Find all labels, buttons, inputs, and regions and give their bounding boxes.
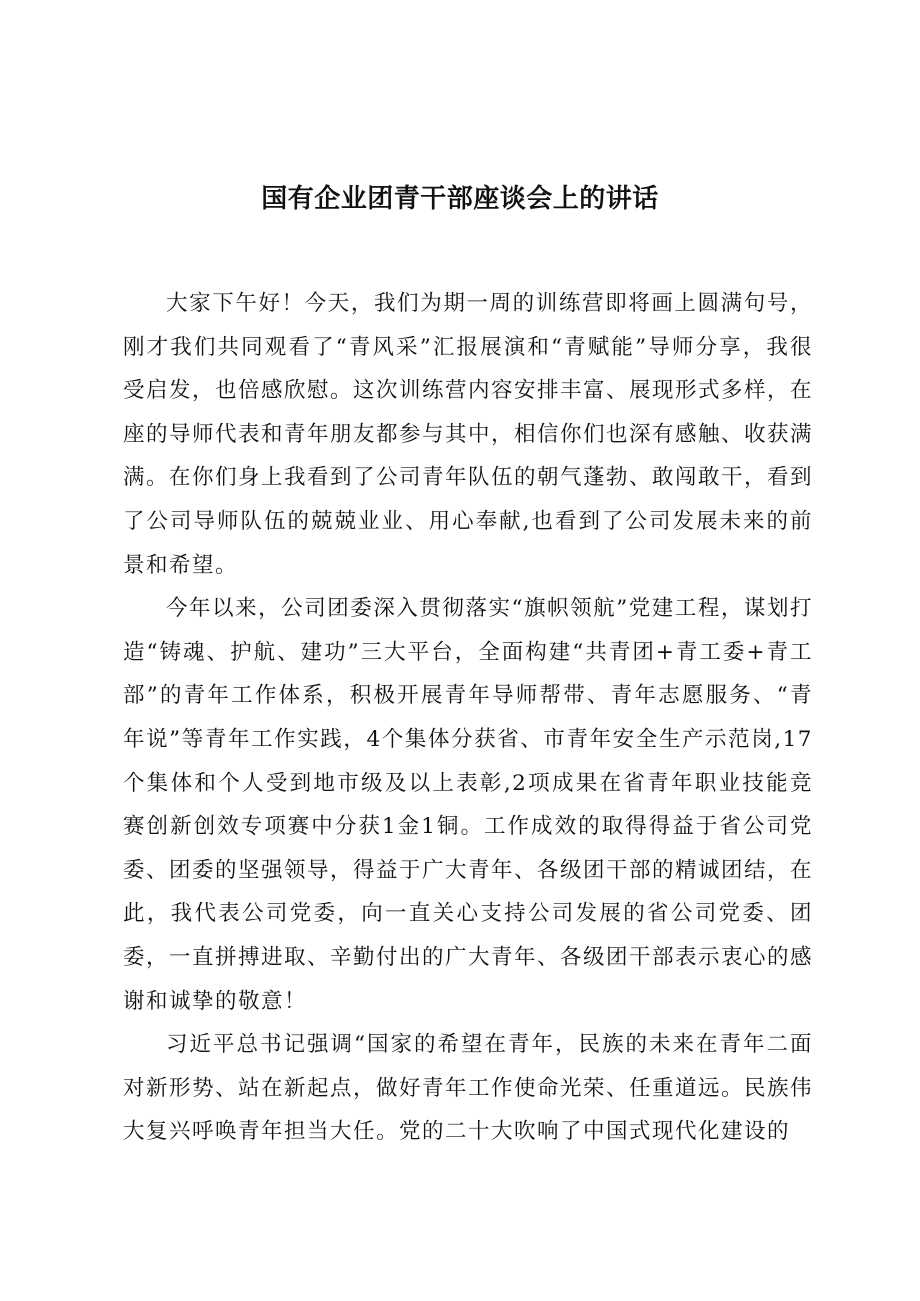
document-body — [123, 282, 813, 1154]
document-title: 国有企业团青干部座谈会上的讲话 — [261, 184, 659, 214]
paragraph-3: 习近平总书记强调“国家的希望在青年，民族的未来在青年二面对新形势、站在新起点，做好青年工作使命光荣、任重道远。民族伟大复兴呼唤青年担当大任。党的二十大吹响了中国式现代化建设的 — [123, 1032, 814, 1145]
paragraph-1: 大家下午好！今天，我们为期一周的训练营即将画上圆满句号，刚才我们共同观看了“青风采”汇报展演和“青赋能”导师分享，我很受启发，也倍感欣慰。这次训练营内容安排丰富、展现形式多样，在座的导师代表和青年朋友都参与其中，相信你们也深有感触、收获满满。在你们身上我看到了公司青年队伍的朝气蓬勃、敢闯敢干，看到了公司导师队伍的兢兢业业、用心奉献,也看到了公司发展未来的前景和希望。 — [123, 291, 814, 578]
paragraph-2: 今年以来，公司团委深入贯彻落实“旗帜领航”党建工程，谋划打造“铸魂、护航、建功”三大平台，全面构建“共青团+青工委+青工部”的青年工作体系，积极开展青年导师帮带、青年志愿服务、“青年说”等青年工作实践，4个集体分获省、市青年安全生产示范岗,17个集体和个人受到地市级及以上表彰,2项成果在省青年职业技能竞赛创新创效专项赛中分获1金1铜。工作成效的取得得益于省公司党委、团委的坚强领导，得益于广大青年、各级团干部的精诚团结，在此，我代表公司党委，向一直关心支持公司发展的省公司党委、团委，一直拼搏进取、辛勤付出的广大青年、各级团干部表示衷心的感谢和诚挚的敬意！ — [123, 596, 814, 1014]
